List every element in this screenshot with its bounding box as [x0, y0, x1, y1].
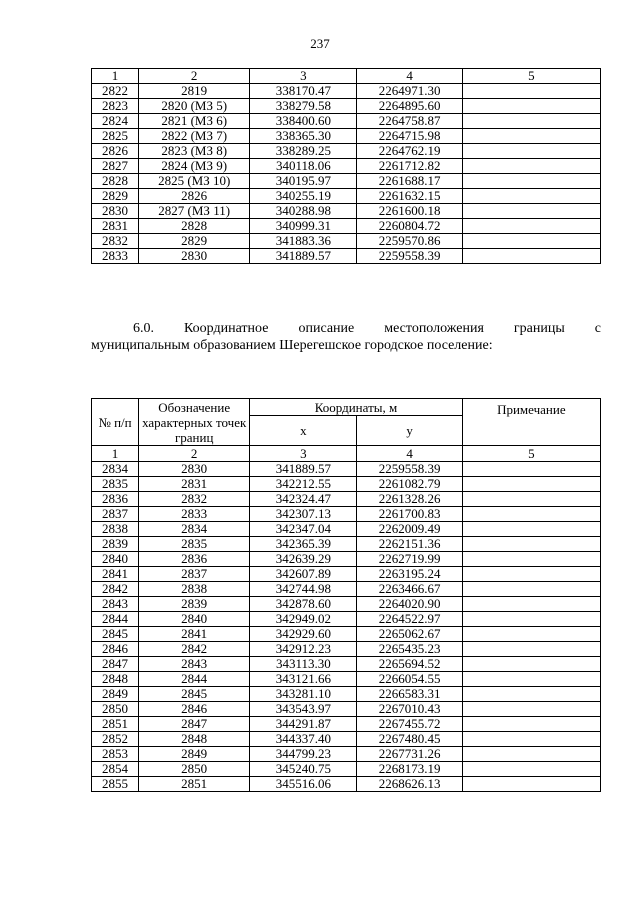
cell-y: 2267480.45: [357, 732, 462, 747]
column-number: 4: [357, 69, 462, 84]
cell-x: 341883.36: [250, 234, 357, 249]
cell-note: [462, 612, 600, 627]
cell-y: 2264715.98: [357, 129, 462, 144]
cell-note: [462, 114, 600, 129]
table-row: [92, 702, 601, 717]
cell-x: 343543.97: [250, 702, 357, 717]
cell-note: [462, 99, 600, 114]
cell-point-designation: 2824 (МЗ 9): [139, 159, 250, 174]
cell-x: 342949.02: [250, 612, 357, 627]
cell-note: [462, 84, 600, 99]
header-point-number: № п/п: [92, 399, 139, 446]
cell-point-designation: 2819: [139, 84, 250, 99]
table-row: [92, 234, 601, 249]
cell-point-number: 2840: [92, 552, 139, 567]
cell-point-designation: 2822 (МЗ 7): [139, 129, 250, 144]
cell-x: 344799.23: [250, 747, 357, 762]
column-number: 5: [462, 69, 600, 84]
table-row: [92, 627, 601, 642]
cell-note: [462, 657, 600, 672]
cell-point-number: 2834: [92, 462, 139, 477]
cell-point-designation: 2821 (МЗ 6): [139, 114, 250, 129]
cell-x: 343113.30: [250, 657, 357, 672]
cell-x: 345240.75: [250, 762, 357, 777]
cell-x: 345516.06: [250, 777, 357, 792]
table-row: [92, 567, 601, 582]
section-heading-line1: [91, 320, 601, 337]
table-row: [92, 657, 601, 672]
cell-point-designation: 2828: [139, 219, 250, 234]
cell-x: 343121.66: [250, 672, 357, 687]
cell-point-designation: 2823 (МЗ 8): [139, 144, 250, 159]
cell-y: 2265435.23: [357, 642, 462, 657]
table-row: [92, 672, 601, 687]
table-row: [92, 537, 601, 552]
table-row: [92, 219, 601, 234]
cell-point-designation: 2838: [139, 582, 250, 597]
cell-note: [462, 234, 600, 249]
cell-point-designation: 2849: [139, 747, 250, 762]
header-note: Примечание: [462, 399, 600, 446]
cell-point-designation: 2831: [139, 477, 250, 492]
column-number: 1: [92, 446, 139, 462]
table-body: [92, 84, 601, 264]
heading-word: местоположения: [384, 321, 484, 336]
cell-y: 2263195.24: [357, 567, 462, 582]
cell-note: [462, 582, 600, 597]
cell-point-number: 2841: [92, 567, 139, 582]
cell-x: 342744.98: [250, 582, 357, 597]
cell-x: 341889.57: [250, 462, 357, 477]
cell-point-number: 2854: [92, 762, 139, 777]
section-heading: [91, 320, 601, 354]
cell-x: 340288.98: [250, 204, 357, 219]
column-number: 2: [139, 69, 250, 84]
cell-point-designation: 2826: [139, 189, 250, 204]
cell-note: [462, 732, 600, 747]
cell-note: [462, 672, 600, 687]
cell-point-designation: 2829: [139, 234, 250, 249]
cell-x: 342639.29: [250, 552, 357, 567]
heading-word: границы: [513, 321, 565, 336]
cell-y: 2261082.79: [357, 477, 462, 492]
table-row: [92, 114, 601, 129]
section-number: 6.0.: [133, 321, 154, 336]
cell-point-number: 2823: [92, 99, 139, 114]
cell-y: 2261600.18: [357, 204, 462, 219]
cell-note: [462, 642, 600, 657]
header-y: y: [357, 416, 462, 446]
cell-point-number: 2851: [92, 717, 139, 732]
cell-x: 342365.39: [250, 537, 357, 552]
cell-y: 2264762.19: [357, 144, 462, 159]
cell-y: 2259558.39: [357, 249, 462, 264]
table-row: [92, 462, 601, 477]
cell-point-number: 2838: [92, 522, 139, 537]
cell-y: 2261688.17: [357, 174, 462, 189]
cell-x: 338400.60: [250, 114, 357, 129]
cell-x: 344337.40: [250, 732, 357, 747]
cell-y: 2264522.97: [357, 612, 462, 627]
table-row: [92, 762, 601, 777]
heading-word: Координатное: [184, 321, 269, 336]
cell-point-number: 2826: [92, 144, 139, 159]
cell-point-number: 2829: [92, 189, 139, 204]
table-row: [92, 99, 601, 114]
cell-point-number: 2839: [92, 537, 139, 552]
cell-point-number: 2848: [92, 672, 139, 687]
cell-note: [462, 174, 600, 189]
cell-note: [462, 204, 600, 219]
table-row: [92, 732, 601, 747]
cell-note: [462, 627, 600, 642]
cell-point-designation: 2830: [139, 462, 250, 477]
cell-y: 2268626.13: [357, 777, 462, 792]
cell-point-designation: 2845: [139, 687, 250, 702]
cell-y: 2267010.43: [357, 702, 462, 717]
cell-x: 338365.30: [250, 129, 357, 144]
table-row: [92, 84, 601, 99]
table-row: [92, 144, 601, 159]
cell-x: 342912.23: [250, 642, 357, 657]
cell-x: 338279.58: [250, 99, 357, 114]
cell-x: 340195.97: [250, 174, 357, 189]
table-row: [92, 582, 601, 597]
cell-note: [462, 567, 600, 582]
cell-point-number: 2846: [92, 642, 139, 657]
cell-x: 342929.60: [250, 627, 357, 642]
cell-note: [462, 477, 600, 492]
cell-point-number: 2830: [92, 204, 139, 219]
cell-note: [462, 597, 600, 612]
cell-point-designation: 2850: [139, 762, 250, 777]
cell-point-number: 2824: [92, 114, 139, 129]
header-x: x: [250, 416, 357, 446]
cell-y: 2259570.86: [357, 234, 462, 249]
heading-word: с: [594, 321, 601, 336]
cell-point-number: 2842: [92, 582, 139, 597]
cell-y: 2262719.99: [357, 552, 462, 567]
cell-y: 2262009.49: [357, 522, 462, 537]
cell-note: [462, 522, 600, 537]
table-row: [92, 747, 601, 762]
cell-note: [462, 747, 600, 762]
cell-point-number: 2825: [92, 129, 139, 144]
cell-point-designation: 2839: [139, 597, 250, 612]
cell-x: 340999.31: [250, 219, 357, 234]
cell-x: 342607.89: [250, 567, 357, 582]
cell-x: 342324.47: [250, 492, 357, 507]
cell-point-designation: 2837: [139, 567, 250, 582]
table-row: [92, 477, 601, 492]
cell-point-designation: 2841: [139, 627, 250, 642]
cell-point-number: 2844: [92, 612, 139, 627]
coordinates-table-continued: [91, 68, 601, 264]
cell-y: 2261328.26: [357, 492, 462, 507]
cell-point-designation: 2832: [139, 492, 250, 507]
cell-note: [462, 552, 600, 567]
cell-y: 2267455.72: [357, 717, 462, 732]
table-body: [92, 462, 601, 792]
cell-point-number: 2836: [92, 492, 139, 507]
cell-x: 340255.19: [250, 189, 357, 204]
column-number: 1: [92, 69, 139, 84]
cell-point-designation: 2847: [139, 717, 250, 732]
cell-y: 2264020.90: [357, 597, 462, 612]
cell-point-number: 2827: [92, 159, 139, 174]
cell-y: 2266583.31: [357, 687, 462, 702]
cell-x: 341889.57: [250, 249, 357, 264]
cell-note: [462, 537, 600, 552]
column-number-row: [92, 446, 601, 462]
column-number: 3: [250, 69, 357, 84]
cell-x: 338289.25: [250, 144, 357, 159]
cell-x: 344291.87: [250, 717, 357, 732]
cell-note: [462, 777, 600, 792]
table-row: [92, 174, 601, 189]
cell-point-number: 2843: [92, 597, 139, 612]
header-point-designation: Обозначение характерных точек границ: [139, 399, 250, 446]
table-row: [92, 777, 601, 792]
cell-point-number: 2847: [92, 657, 139, 672]
cell-point-designation: 2843: [139, 657, 250, 672]
cell-y: 2265694.52: [357, 657, 462, 672]
cell-point-number: 2837: [92, 507, 139, 522]
cell-note: [462, 249, 600, 264]
cell-y: 2259558.39: [357, 462, 462, 477]
heading-word: описание: [298, 321, 355, 336]
cell-x: 342212.55: [250, 477, 357, 492]
cell-y: 2262151.36: [357, 537, 462, 552]
cell-point-number: 2833: [92, 249, 139, 264]
cell-note: [462, 717, 600, 732]
coordinates-table: [91, 398, 601, 792]
cell-note: [462, 762, 600, 777]
cell-x: 342347.04: [250, 522, 357, 537]
table-row: [92, 189, 601, 204]
cell-x: 342878.60: [250, 597, 357, 612]
table-row: [92, 642, 601, 657]
cell-point-designation: 2835: [139, 537, 250, 552]
table-row: [92, 687, 601, 702]
cell-x: 340118.06: [250, 159, 357, 174]
cell-point-designation: 2830: [139, 249, 250, 264]
column-number: 3: [250, 446, 357, 462]
table-row: [92, 522, 601, 537]
cell-x: 342307.13: [250, 507, 357, 522]
cell-point-designation: 2851: [139, 777, 250, 792]
cell-point-number: 2850: [92, 702, 139, 717]
cell-point-number: 2835: [92, 477, 139, 492]
cell-y: 2261632.15: [357, 189, 462, 204]
cell-point-number: 2832: [92, 234, 139, 249]
cell-y: 2266054.55: [357, 672, 462, 687]
table-row: [92, 249, 601, 264]
page-number: 237: [310, 36, 330, 51]
cell-y: 2268173.19: [357, 762, 462, 777]
cell-y: 2264895.60: [357, 99, 462, 114]
cell-y: 2264758.87: [357, 114, 462, 129]
section-heading-line2: муниципальным образованием Шерегешское городское поселение:: [91, 338, 493, 353]
header-coordinates: Координаты, м: [250, 399, 462, 416]
cell-note: [462, 129, 600, 144]
cell-point-number: 2855: [92, 777, 139, 792]
cell-point-number: 2822: [92, 84, 139, 99]
cell-point-designation: 2840: [139, 612, 250, 627]
cell-y: 2265062.67: [357, 627, 462, 642]
cell-point-designation: 2844: [139, 672, 250, 687]
cell-point-designation: 2842: [139, 642, 250, 657]
column-number: 5: [462, 446, 600, 462]
cell-note: [462, 159, 600, 174]
cell-note: [462, 687, 600, 702]
cell-point-designation: 2848: [139, 732, 250, 747]
cell-note: [462, 702, 600, 717]
cell-y: 2264971.30: [357, 84, 462, 99]
table-row: [92, 204, 601, 219]
cell-point-number: 2849: [92, 687, 139, 702]
column-number-row: [92, 69, 601, 84]
cell-y: 2260804.72: [357, 219, 462, 234]
cell-point-designation: 2836: [139, 552, 250, 567]
cell-y: 2267731.26: [357, 747, 462, 762]
table-row: [92, 159, 601, 174]
cell-point-designation: 2846: [139, 702, 250, 717]
cell-point-number: 2845: [92, 627, 139, 642]
cell-note: [462, 492, 600, 507]
cell-note: [462, 189, 600, 204]
column-number: 4: [357, 446, 462, 462]
cell-point-number: 2852: [92, 732, 139, 747]
cell-y: 2261712.82: [357, 159, 462, 174]
table-row: [92, 552, 601, 567]
cell-x: 343281.10: [250, 687, 357, 702]
table-row: [92, 507, 601, 522]
column-number: 2: [139, 446, 250, 462]
cell-note: [462, 144, 600, 159]
table-row: [92, 717, 601, 732]
table-row: [92, 492, 601, 507]
cell-point-number: 2853: [92, 747, 139, 762]
table-row: [92, 597, 601, 612]
cell-point-designation: 2834: [139, 522, 250, 537]
cell-x: 338170.47: [250, 84, 357, 99]
cell-y: 2261700.83: [357, 507, 462, 522]
cell-note: [462, 507, 600, 522]
table-row: [92, 129, 601, 144]
cell-point-designation: 2833: [139, 507, 250, 522]
cell-y: 2263466.67: [357, 582, 462, 597]
cell-note: [462, 462, 600, 477]
cell-point-number: 2828: [92, 174, 139, 189]
cell-point-designation: 2825 (МЗ 10): [139, 174, 250, 189]
cell-point-designation: 2827 (МЗ 11): [139, 204, 250, 219]
cell-point-designation: 2820 (МЗ 5): [139, 99, 250, 114]
cell-point-number: 2831: [92, 219, 139, 234]
table-row: [92, 612, 601, 627]
cell-note: [462, 219, 600, 234]
